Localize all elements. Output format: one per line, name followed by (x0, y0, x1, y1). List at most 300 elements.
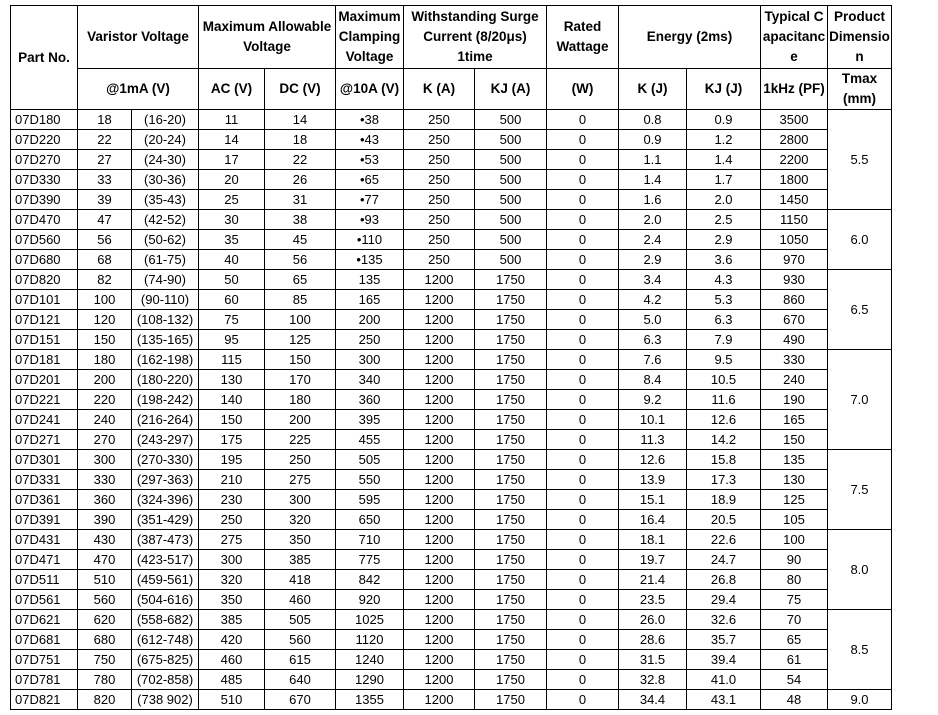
dc-voltage-cell: 18 (265, 130, 336, 150)
table-row (11, 590, 892, 610)
clamping-voltage-cell: 920 (336, 590, 404, 610)
part-number-cell: 07D470 (11, 210, 78, 230)
surge-kj-cell: 500 (475, 250, 547, 270)
table-body (11, 110, 892, 710)
part-number-cell: 07D331 (11, 470, 78, 490)
dc-voltage-cell: 26 (265, 170, 336, 190)
dc-voltage-cell: 350 (265, 530, 336, 550)
varistor-voltage-cell: 33 (78, 170, 132, 190)
capacitance-cell: 54 (761, 670, 828, 690)
rated-wattage-cell: 0 (547, 290, 619, 310)
subheader-voltage-at-1ma: @1mA (V) (78, 69, 199, 110)
energy-k-cell: 3.4 (619, 270, 687, 290)
energy-k-cell: 5.0 (619, 310, 687, 330)
subheader-wattage-unit: (W) (547, 69, 619, 110)
energy-kj-cell: 26.8 (687, 570, 761, 590)
surge-kj-cell: 1750 (475, 430, 547, 450)
capacitance-cell: 3500 (761, 110, 828, 130)
ac-voltage-cell: 210 (199, 470, 265, 490)
clamping-voltage-cell: •93 (336, 210, 404, 230)
clamping-voltage-cell: 1240 (336, 650, 404, 670)
voltage-range-cell: (20-24) (132, 130, 199, 150)
rated-wattage-cell: 0 (547, 130, 619, 150)
voltage-range-cell: (50-62) (132, 230, 199, 250)
varistor-voltage-cell: 82 (78, 270, 132, 290)
dimension-tmax-cell: 5.5 (828, 110, 892, 210)
table-row (11, 210, 892, 230)
energy-k-cell: 11.3 (619, 430, 687, 450)
ac-voltage-cell: 14 (199, 130, 265, 150)
clamping-voltage-cell: 395 (336, 410, 404, 430)
dc-voltage-cell: 100 (265, 310, 336, 330)
part-number-cell: 07D431 (11, 530, 78, 550)
part-number-cell: 07D220 (11, 130, 78, 150)
energy-kj-cell: 2.0 (687, 190, 761, 210)
surge-k-cell: 1200 (404, 310, 475, 330)
dimension-tmax-cell: 8.5 (828, 610, 892, 690)
energy-k-cell: 26.0 (619, 610, 687, 630)
header-row-2 (11, 69, 892, 110)
capacitance-cell: 48 (761, 690, 828, 710)
clamping-voltage-cell: •77 (336, 190, 404, 210)
table-row (11, 530, 892, 550)
header-energy: Energy (2ms) (619, 6, 761, 69)
energy-k-cell: 13.9 (619, 470, 687, 490)
capacitance-cell: 65 (761, 630, 828, 650)
dimension-tmax-cell: 6.5 (828, 270, 892, 350)
dc-voltage-cell: 200 (265, 410, 336, 430)
energy-kj-cell: 10.5 (687, 370, 761, 390)
dc-voltage-cell: 385 (265, 550, 336, 570)
table-row (11, 170, 892, 190)
energy-k-cell: 7.6 (619, 350, 687, 370)
voltage-range-cell: (387-473) (132, 530, 199, 550)
surge-k-cell: 1200 (404, 370, 475, 390)
rated-wattage-cell: 0 (547, 210, 619, 230)
energy-k-cell: 10.1 (619, 410, 687, 430)
surge-k-cell: 1200 (404, 590, 475, 610)
surge-k-cell: 250 (404, 150, 475, 170)
table-row (11, 230, 892, 250)
header-product-dimension: Product Dimension (828, 6, 892, 69)
energy-k-cell: 0.9 (619, 130, 687, 150)
capacitance-cell: 90 (761, 550, 828, 570)
dc-voltage-cell: 45 (265, 230, 336, 250)
ac-voltage-cell: 510 (199, 690, 265, 710)
voltage-range-cell: (270-330) (132, 450, 199, 470)
surge-kj-cell: 500 (475, 170, 547, 190)
dc-voltage-cell: 275 (265, 470, 336, 490)
varistor-voltage-cell: 100 (78, 290, 132, 310)
dc-voltage-cell: 505 (265, 610, 336, 630)
clamping-voltage-cell: 165 (336, 290, 404, 310)
capacitance-cell: 165 (761, 410, 828, 430)
ac-voltage-cell: 350 (199, 590, 265, 610)
surge-k-cell: 250 (404, 130, 475, 150)
rated-wattage-cell: 0 (547, 150, 619, 170)
capacitance-cell: 190 (761, 390, 828, 410)
surge-k-cell: 250 (404, 170, 475, 190)
rated-wattage-cell: 0 (547, 510, 619, 530)
dc-voltage-cell: 85 (265, 290, 336, 310)
surge-k-cell: 1200 (404, 630, 475, 650)
surge-kj-cell: 1750 (475, 530, 547, 550)
ac-voltage-cell: 230 (199, 490, 265, 510)
dc-voltage-cell: 418 (265, 570, 336, 590)
part-number-cell: 07D471 (11, 550, 78, 570)
subheader-energy-kj: KJ (J) (687, 69, 761, 110)
voltage-range-cell: (108-132) (132, 310, 199, 330)
surge-k-cell: 1200 (404, 410, 475, 430)
energy-k-cell: 28.6 (619, 630, 687, 650)
rated-wattage-cell: 0 (547, 650, 619, 670)
energy-kj-cell: 7.9 (687, 330, 761, 350)
clamping-voltage-cell: 135 (336, 270, 404, 290)
energy-kj-cell: 1.4 (687, 150, 761, 170)
energy-kj-cell: 43.1 (687, 690, 761, 710)
capacitance-cell: 150 (761, 430, 828, 450)
part-number-cell: 07D621 (11, 610, 78, 630)
varistor-voltage-cell: 120 (78, 310, 132, 330)
ac-voltage-cell: 50 (199, 270, 265, 290)
energy-k-cell: 2.9 (619, 250, 687, 270)
table-row (11, 650, 892, 670)
surge-k-cell: 1200 (404, 490, 475, 510)
clamping-voltage-cell: 455 (336, 430, 404, 450)
rated-wattage-cell: 0 (547, 690, 619, 710)
part-number-cell: 07D391 (11, 510, 78, 530)
table-row (11, 570, 892, 590)
table-row (11, 510, 892, 530)
voltage-range-cell: (42-52) (132, 210, 199, 230)
dc-voltage-cell: 320 (265, 510, 336, 530)
rated-wattage-cell: 0 (547, 350, 619, 370)
part-number-cell: 07D201 (11, 370, 78, 390)
dimension-tmax-cell: 8.0 (828, 530, 892, 610)
ac-voltage-cell: 175 (199, 430, 265, 450)
dc-voltage-cell: 56 (265, 250, 336, 270)
surge-k-cell: 1200 (404, 350, 475, 370)
varistor-voltage-cell: 220 (78, 390, 132, 410)
voltage-range-cell: (216-264) (132, 410, 199, 430)
voltage-range-cell: (675-825) (132, 650, 199, 670)
surge-k-cell: 1200 (404, 570, 475, 590)
surge-kj-cell: 500 (475, 230, 547, 250)
clamping-voltage-cell: •135 (336, 250, 404, 270)
energy-k-cell: 2.4 (619, 230, 687, 250)
energy-k-cell: 21.4 (619, 570, 687, 590)
surge-kj-cell: 1750 (475, 590, 547, 610)
part-number-cell: 07D121 (11, 310, 78, 330)
energy-k-cell: 8.4 (619, 370, 687, 390)
ac-voltage-cell: 300 (199, 550, 265, 570)
table-row (11, 110, 892, 130)
voltage-range-cell: (90-110) (132, 290, 199, 310)
voltage-range-cell: (558-682) (132, 610, 199, 630)
energy-k-cell: 23.5 (619, 590, 687, 610)
ac-voltage-cell: 17 (199, 150, 265, 170)
voltage-range-cell: (30-36) (132, 170, 199, 190)
ac-voltage-cell: 60 (199, 290, 265, 310)
subheader-surge-kj: KJ (A) (475, 69, 547, 110)
surge-kj-cell: 1750 (475, 310, 547, 330)
rated-wattage-cell: 0 (547, 190, 619, 210)
surge-k-cell: 1200 (404, 390, 475, 410)
energy-kj-cell: 20.5 (687, 510, 761, 530)
capacitance-cell: 330 (761, 350, 828, 370)
voltage-range-cell: (504-616) (132, 590, 199, 610)
surge-kj-cell: 500 (475, 190, 547, 210)
energy-k-cell: 9.2 (619, 390, 687, 410)
energy-k-cell: 34.4 (619, 690, 687, 710)
rated-wattage-cell: 0 (547, 570, 619, 590)
varistor-voltage-cell: 620 (78, 610, 132, 630)
surge-k-cell: 1200 (404, 650, 475, 670)
header-withstanding-surge-current: Withstanding Surge Current (8/20μs) 1time (404, 6, 547, 69)
energy-kj-cell: 12.6 (687, 410, 761, 430)
clamping-voltage-cell: 595 (336, 490, 404, 510)
varistor-voltage-cell: 200 (78, 370, 132, 390)
table-row (11, 250, 892, 270)
clamping-voltage-cell: 775 (336, 550, 404, 570)
energy-kj-cell: 14.2 (687, 430, 761, 450)
dimension-tmax-cell: 7.0 (828, 350, 892, 450)
dc-voltage-cell: 670 (265, 690, 336, 710)
capacitance-cell: 80 (761, 570, 828, 590)
table-row (11, 310, 892, 330)
part-number-cell: 07D390 (11, 190, 78, 210)
varistor-voltage-cell: 150 (78, 330, 132, 350)
energy-kj-cell: 4.3 (687, 270, 761, 290)
part-number-cell: 07D101 (11, 290, 78, 310)
varistor-voltage-cell: 390 (78, 510, 132, 530)
rated-wattage-cell: 0 (547, 670, 619, 690)
energy-k-cell: 15.1 (619, 490, 687, 510)
subheader-energy-k: K (J) (619, 69, 687, 110)
capacitance-cell: 105 (761, 510, 828, 530)
part-number-cell: 07D270 (11, 150, 78, 170)
clamping-voltage-cell: 1355 (336, 690, 404, 710)
clamping-voltage-cell: •43 (336, 130, 404, 150)
ac-voltage-cell: 195 (199, 450, 265, 470)
ac-voltage-cell: 115 (199, 350, 265, 370)
capacitance-cell: 1450 (761, 190, 828, 210)
dc-voltage-cell: 14 (265, 110, 336, 130)
table-row (11, 390, 892, 410)
varistor-voltage-cell: 780 (78, 670, 132, 690)
voltage-range-cell: (612-748) (132, 630, 199, 650)
rated-wattage-cell: 0 (547, 310, 619, 330)
voltage-range-cell: (324-396) (132, 490, 199, 510)
part-number-cell: 07D680 (11, 250, 78, 270)
surge-k-cell: 250 (404, 210, 475, 230)
subheader-capacitance-unit: 1kHz (PF) (761, 69, 828, 110)
capacitance-cell: 670 (761, 310, 828, 330)
table-row (11, 470, 892, 490)
clamping-voltage-cell: 550 (336, 470, 404, 490)
surge-kj-cell: 500 (475, 110, 547, 130)
varistor-voltage-cell: 470 (78, 550, 132, 570)
surge-kj-cell: 1750 (475, 670, 547, 690)
rated-wattage-cell: 0 (547, 230, 619, 250)
dc-voltage-cell: 31 (265, 190, 336, 210)
table-row (11, 430, 892, 450)
ac-voltage-cell: 485 (199, 670, 265, 690)
surge-kj-cell: 1750 (475, 410, 547, 430)
rated-wattage-cell: 0 (547, 330, 619, 350)
surge-k-cell: 1200 (404, 670, 475, 690)
ac-voltage-cell: 11 (199, 110, 265, 130)
varistor-voltage-cell: 360 (78, 490, 132, 510)
varistor-voltage-cell: 240 (78, 410, 132, 430)
rated-wattage-cell: 0 (547, 410, 619, 430)
voltage-range-cell: (423-517) (132, 550, 199, 570)
clamping-voltage-cell: 250 (336, 330, 404, 350)
energy-kj-cell: 5.3 (687, 290, 761, 310)
voltage-range-cell: (74-90) (132, 270, 199, 290)
header-rated-wattage: Rated Wattage (547, 6, 619, 69)
varistor-voltage-cell: 820 (78, 690, 132, 710)
dc-voltage-cell: 170 (265, 370, 336, 390)
part-number-cell: 07D511 (11, 570, 78, 590)
header-row-1 (11, 6, 892, 69)
varistor-voltage-cell: 270 (78, 430, 132, 450)
ac-voltage-cell: 40 (199, 250, 265, 270)
clamping-voltage-cell: 300 (336, 350, 404, 370)
energy-kj-cell: 18.9 (687, 490, 761, 510)
surge-k-cell: 1200 (404, 450, 475, 470)
energy-kj-cell: 39.4 (687, 650, 761, 670)
energy-kj-cell: 22.6 (687, 530, 761, 550)
energy-kj-cell: 17.3 (687, 470, 761, 490)
table-row (11, 370, 892, 390)
part-number-cell: 07D561 (11, 590, 78, 610)
surge-k-cell: 250 (404, 250, 475, 270)
energy-kj-cell: 1.7 (687, 170, 761, 190)
rated-wattage-cell: 0 (547, 450, 619, 470)
table-row (11, 130, 892, 150)
header-part-no: Part No. (11, 6, 78, 110)
varistor-voltage-cell: 47 (78, 210, 132, 230)
table-row (11, 270, 892, 290)
rated-wattage-cell: 0 (547, 630, 619, 650)
surge-kj-cell: 1750 (475, 470, 547, 490)
rated-wattage-cell: 0 (547, 270, 619, 290)
ac-voltage-cell: 420 (199, 630, 265, 650)
part-number-cell: 07D330 (11, 170, 78, 190)
surge-k-cell: 1200 (404, 550, 475, 570)
energy-kj-cell: 41.0 (687, 670, 761, 690)
capacitance-cell: 1050 (761, 230, 828, 250)
ac-voltage-cell: 35 (199, 230, 265, 250)
surge-kj-cell: 1750 (475, 390, 547, 410)
surge-kj-cell: 1750 (475, 290, 547, 310)
ac-voltage-cell: 385 (199, 610, 265, 630)
energy-kj-cell: 0.9 (687, 110, 761, 130)
surge-k-cell: 1200 (404, 690, 475, 710)
table-row (11, 290, 892, 310)
surge-kj-cell: 1750 (475, 610, 547, 630)
varistor-voltage-cell: 39 (78, 190, 132, 210)
varistor-voltage-cell: 430 (78, 530, 132, 550)
capacitance-cell: 930 (761, 270, 828, 290)
surge-k-cell: 1200 (404, 510, 475, 530)
energy-kj-cell: 3.6 (687, 250, 761, 270)
ac-voltage-cell: 95 (199, 330, 265, 350)
rated-wattage-cell: 0 (547, 490, 619, 510)
part-number-cell: 07D681 (11, 630, 78, 650)
surge-k-cell: 1200 (404, 330, 475, 350)
part-number-cell: 07D221 (11, 390, 78, 410)
voltage-range-cell: (24-30) (132, 150, 199, 170)
ac-voltage-cell: 130 (199, 370, 265, 390)
clamping-voltage-cell: •110 (336, 230, 404, 250)
table-row (11, 450, 892, 470)
clamping-voltage-cell: 710 (336, 530, 404, 550)
ac-voltage-cell: 460 (199, 650, 265, 670)
capacitance-cell: 130 (761, 470, 828, 490)
surge-kj-cell: 1750 (475, 650, 547, 670)
capacitance-cell: 70 (761, 610, 828, 630)
part-number-cell: 07D751 (11, 650, 78, 670)
surge-k-cell: 1200 (404, 530, 475, 550)
part-number-cell: 07D781 (11, 670, 78, 690)
energy-k-cell: 2.0 (619, 210, 687, 230)
dimension-tmax-cell: 6.0 (828, 210, 892, 270)
surge-k-cell: 1200 (404, 270, 475, 290)
dc-voltage-cell: 615 (265, 650, 336, 670)
capacitance-cell: 2800 (761, 130, 828, 150)
varistor-voltage-cell: 750 (78, 650, 132, 670)
rated-wattage-cell: 0 (547, 550, 619, 570)
part-number-cell: 07D181 (11, 350, 78, 370)
capacitance-cell: 100 (761, 530, 828, 550)
energy-kj-cell: 11.6 (687, 390, 761, 410)
voltage-range-cell: (198-242) (132, 390, 199, 410)
surge-kj-cell: 500 (475, 210, 547, 230)
ac-voltage-cell: 150 (199, 410, 265, 430)
voltage-range-cell: (180-220) (132, 370, 199, 390)
voltage-range-cell: (738 902) (132, 690, 199, 710)
clamping-voltage-cell: 1120 (336, 630, 404, 650)
rated-wattage-cell: 0 (547, 390, 619, 410)
capacitance-cell: 125 (761, 490, 828, 510)
ac-voltage-cell: 20 (199, 170, 265, 190)
capacitance-cell: 1150 (761, 210, 828, 230)
rated-wattage-cell: 0 (547, 430, 619, 450)
table-row (11, 190, 892, 210)
energy-k-cell: 6.3 (619, 330, 687, 350)
varistor-voltage-cell: 330 (78, 470, 132, 490)
ac-voltage-cell: 25 (199, 190, 265, 210)
surge-k-cell: 250 (404, 230, 475, 250)
clamping-voltage-cell: 505 (336, 450, 404, 470)
dc-voltage-cell: 125 (265, 330, 336, 350)
capacitance-cell: 135 (761, 450, 828, 470)
energy-kj-cell: 32.6 (687, 610, 761, 630)
part-number-cell: 07D301 (11, 450, 78, 470)
table-row (11, 410, 892, 430)
dc-voltage-cell: 180 (265, 390, 336, 410)
capacitance-cell: 860 (761, 290, 828, 310)
table-row (11, 550, 892, 570)
table-row (11, 610, 892, 630)
voltage-range-cell: (351-429) (132, 510, 199, 530)
clamping-voltage-cell: •65 (336, 170, 404, 190)
rated-wattage-cell: 0 (547, 170, 619, 190)
rated-wattage-cell: 0 (547, 470, 619, 490)
ac-voltage-cell: 75 (199, 310, 265, 330)
